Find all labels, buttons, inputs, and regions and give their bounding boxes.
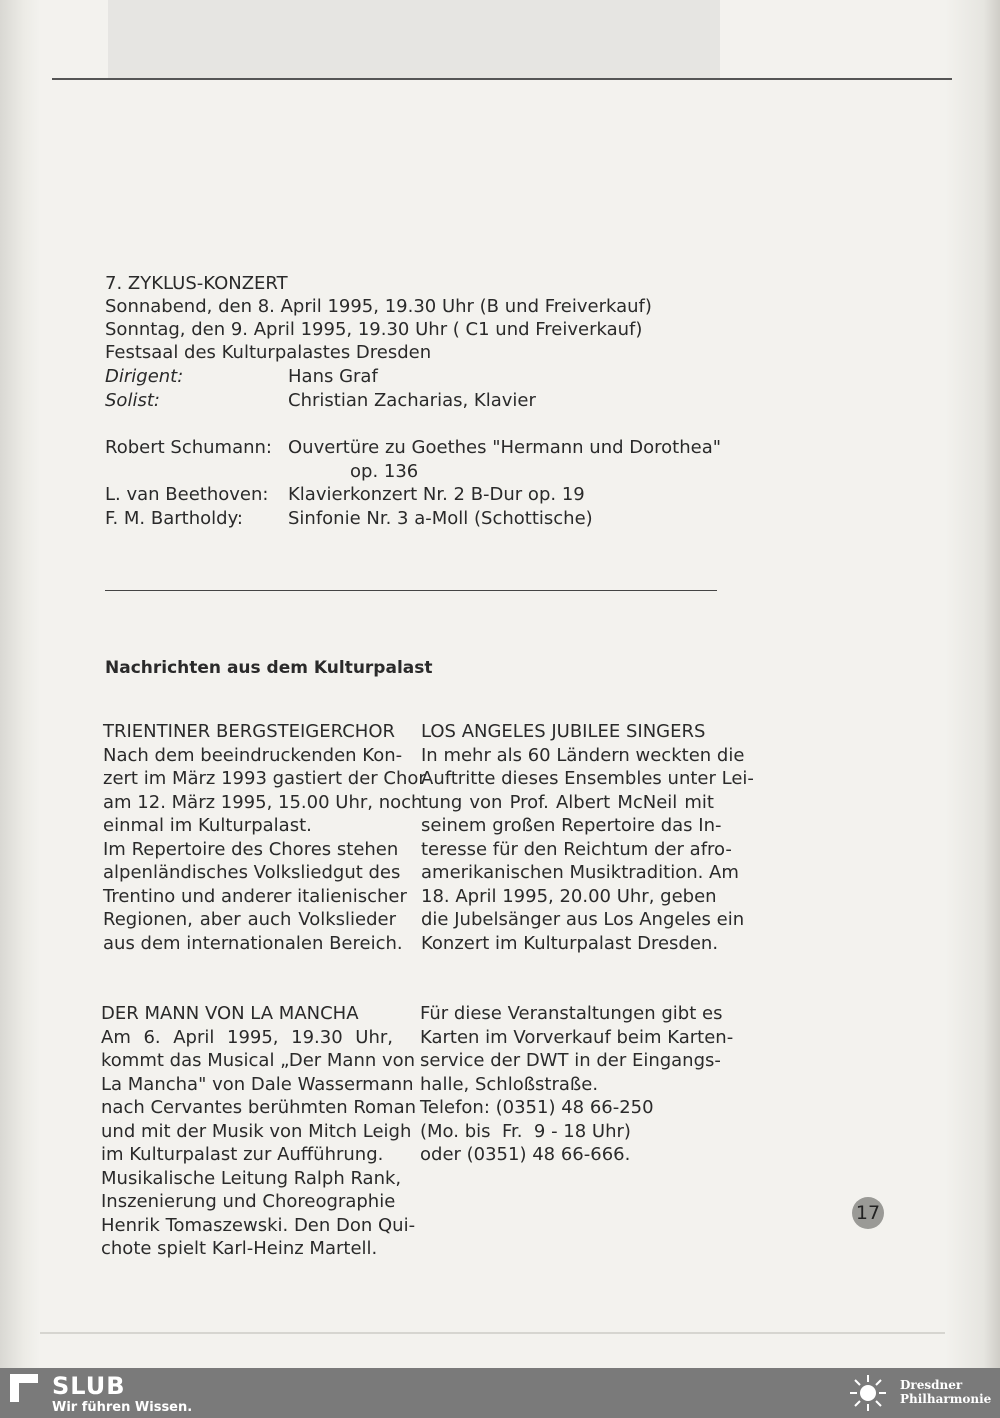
article-line: seinem großen Repertoire das In-: [421, 815, 722, 836]
article-trientiner: [103, 720, 426, 955]
article-line: tung von Prof. Albert McNeil mit: [421, 791, 714, 813]
article-line: Trentino und anderer italienischer: [103, 885, 407, 907]
ticket-hours: (Mo. bis Fr. 9 - 18 Uhr): [420, 1120, 631, 1142]
article-line: nach Cervantes berühmten Roman: [101, 1097, 417, 1118]
article-line: amerikanischen Musiktradition. Am: [421, 862, 739, 883]
ticket-line: Karten im Vorverkauf beim Karten-: [420, 1026, 734, 1048]
article-line: Musikalische Leitung Ralph Rank,: [101, 1167, 402, 1189]
concert-venue: Festsaal des Kulturpalastes Dresden: [105, 342, 432, 363]
article-title: TRIENTINER BERGSTEIGERCHOR: [103, 721, 396, 742]
article-line: Henrik Tomaszewski. Den Don Qui-: [101, 1214, 416, 1236]
article-mann-von-la-mancha: [101, 1002, 417, 1261]
slub-tagline: Wir führen Wissen.: [52, 1400, 193, 1415]
article-title: LOS ANGELES JUBILEE SINGERS: [421, 721, 706, 742]
page-gutter-shadow: [0, 0, 40, 1368]
article-line: Regionen, aber auch Volkslieder: [103, 909, 396, 930]
ticket-phone: Telefon: (0351) 48 66-250: [420, 1097, 654, 1118]
concert-date-2: Sonntag, den 9. April 1995, 19.30 Uhr ( C1 und Freiverkauf): [105, 319, 643, 340]
article-line: die Jubelsänger aus Los Angeles ein: [421, 909, 745, 930]
article-line: Auftritte dieses Ensembles unter Lei-: [421, 768, 754, 789]
article-line: und mit der Musik von Mitch Leigh: [101, 1120, 412, 1142]
article-line: im Kulturpalast zur Aufführung.: [101, 1144, 384, 1165]
article-line: La Mancha" von Dale Wassermann: [101, 1073, 414, 1095]
article-line: Inszenierung und Choreographie: [101, 1191, 396, 1212]
news-heading: Nachrichten aus dem Kulturpalast: [105, 658, 433, 678]
article-title: DER MANN VON LA MANCHA: [101, 1003, 359, 1024]
article-line: Nach dem beeindruckenden Kon-: [103, 744, 403, 766]
page-number: 17: [852, 1197, 884, 1229]
article-line: einmal im Kulturpalast.: [103, 815, 312, 836]
soloist-label: Solist:: [105, 390, 160, 411]
program-composer: Robert Schumann:: [105, 437, 272, 458]
slub-brand[interactable]: SLUB: [52, 1372, 126, 1400]
page-bottom-edge: [40, 1332, 945, 1334]
brand-line: Dresdner: [900, 1378, 963, 1392]
dresdner-philharmonie-brand[interactable]: [900, 1378, 991, 1406]
article-line: zert im März 1993 gastiert der Chor: [103, 768, 426, 789]
program-composer: L. van Beethoven:: [105, 484, 269, 505]
article-line: chote spielt Karl-Heinz Martell.: [101, 1238, 378, 1259]
article-line: alpenländisches Volksliedgut des: [103, 862, 401, 883]
viewer-footer: [0, 1368, 1000, 1418]
ticket-line: service der DWT in der Eingangs-: [420, 1050, 721, 1071]
article-line: kommt das Musical „Der Mann von: [101, 1050, 416, 1071]
article-jubilee-singers: [421, 720, 754, 955]
article-line: Am 6. April 1995, 19.30 Uhr,: [101, 1026, 393, 1048]
soloist-name: Christian Zacharias, Klavier: [288, 390, 536, 411]
article-line: 18. April 1995, 20.00 Uhr, geben: [421, 885, 717, 907]
dresdner-philharmonie-logo-icon[interactable]: [842, 1373, 894, 1413]
article-line: Im Repertoire des Chores stehen: [103, 838, 399, 860]
program-work: Sinfonie Nr. 3 a-Moll (Schottische): [288, 508, 593, 529]
article-line: Konzert im Kulturpalast Dresden.: [421, 932, 719, 954]
article-line: aus dem internationalen Bereich.: [103, 932, 403, 954]
ticket-line: halle, Schloßstraße.: [420, 1073, 599, 1095]
section-divider: [105, 590, 717, 591]
program-work: Klavierkonzert Nr. 2 B-Dur op. 19: [288, 484, 585, 505]
page-edge-shadow: [945, 0, 1000, 1368]
top-rule: [52, 78, 952, 80]
program-work: Ouvertüre zu Goethes "Hermann und Dorothea": [288, 437, 722, 458]
brand-line: Philharmonie: [900, 1392, 992, 1406]
ticket-line: Für diese Veranstaltungen gibt es: [420, 1003, 723, 1024]
conductor-label: Dirigent:: [105, 366, 184, 387]
slub-logo-icon[interactable]: [10, 1374, 38, 1402]
conductor-name: Hans Graf: [288, 366, 378, 387]
article-line: am 12. März 1995, 15.00 Uhr, noch: [103, 791, 423, 813]
ticket-phone-alt: oder (0351) 48 66-666.: [420, 1144, 631, 1165]
program-composer: F. M. Bartholdy:: [105, 508, 243, 529]
article-line: teresse für den Reichtum der afro-: [421, 838, 732, 860]
concert-title: 7. ZYKLUS-KONZERT: [105, 273, 288, 294]
ticket-info: [420, 1002, 734, 1167]
article-line: In mehr als 60 Ländern weckten die: [421, 744, 745, 766]
program-work-continued: op. 136: [350, 461, 419, 482]
bleed-through-band: [108, 0, 720, 80]
concert-date-1: Sonnabend, den 8. April 1995, 19.30 Uhr (B und Freiverkauf): [105, 296, 652, 317]
